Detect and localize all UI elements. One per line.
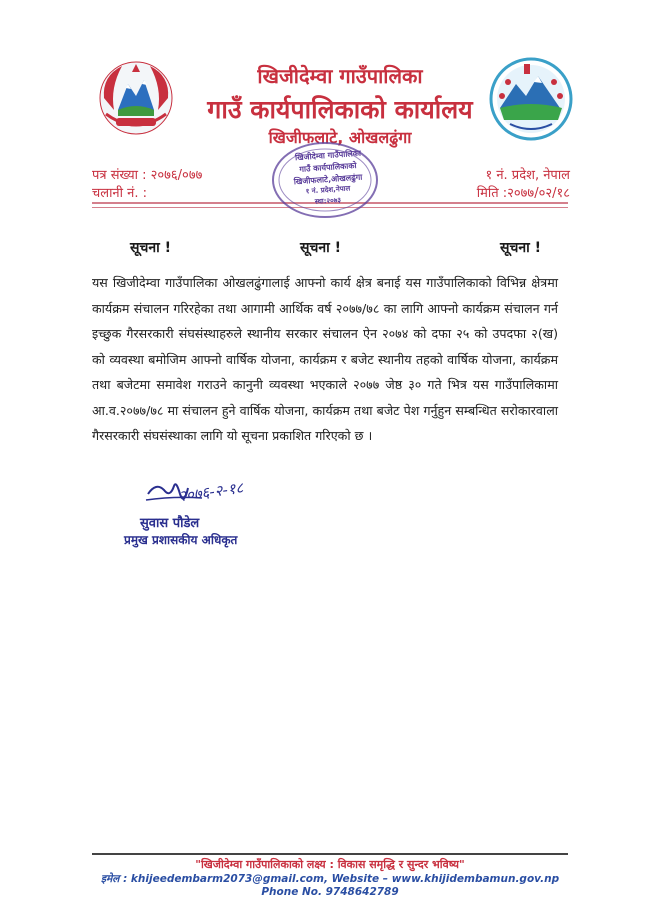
footer-phone: Phone No. 9748642789 xyxy=(261,886,399,898)
official-stamp xyxy=(270,140,380,220)
letter-number: पत्र संख्या : २०७६/०७७ xyxy=(92,168,203,183)
notice-body: यस खिजीदेम्वा गाउँपालिका ओखलढुंगालाई आफ्नो कार्य क्षेत्र बनाई यस गाउँपालिकाको विभिन्न क्षेत्रमा कार्यक्रम संचालन गरिरहेका तथा आगामी आर्थिक वर्ष २०७७/७८ का लागि आफ्नो कार्यक्रम संचालन गर्न इच्छुक गैरसरकारी संघसंस्थाहरुले स्थानीय सरकार संचालन ऐन २०७४ को दफा २५ को उपदफा २(ख) को व्यवस्था बमोजिम आफ्नो वार्षिक योजना, कार्यक्रम र बजेट स्थानीय तहको वार्षिक योजना, कार्यक्रम तथा बजेटमा समावेश गराउने कानुनी व्यवस्था भएकाले २०७७ जेष्ठ ३० गते भित्र यस गाउँपालिकामा आ.व.२०७७/७८ मा संचालन हुने वार्षिक योजना, कार्यक्रम तथा बजेट पेश गर्नुहुन सम्बन्धित सरोकारवाला गैरसरकारी संघसंस्थाका लागि यो सूचना प्रकाशित गरिएको छ । xyxy=(92,275,558,443)
footer-motto: "खिजीदेम्वा गाउँपालिकाको लक्ष्य : विकास समृद्धि र सुन्दर भविष्य" xyxy=(195,858,465,871)
dispatch-number: चलानी नं. : xyxy=(92,186,148,201)
footer-contact: इमेल : khijeedembarm2073@gmail.com, Website – www.khijidembamun.gov.np xyxy=(100,873,560,885)
province-label: १ नं. प्रदेश, नेपाल xyxy=(485,168,570,183)
stamp-line-4: १ नं. प्रदेश,नेपाल xyxy=(305,184,351,196)
signature-scrawl xyxy=(144,476,272,516)
notice-heading-left: सूचना ! xyxy=(130,240,172,256)
signatory-title: प्रमुख प्रशासकीय अधिकृत xyxy=(124,533,238,547)
letter-date: मिति :२०७७/०२/१८ xyxy=(476,186,570,201)
notice-heading-center: सूचना ! xyxy=(300,240,342,256)
office-title: गाउँ कार्यपालिकाको कार्यालय xyxy=(207,95,473,124)
stamp-line-3: खिजीफलाटे,ओखलढुंगा xyxy=(293,172,363,187)
stamp-line-1: खिजीदेम्वा गाउँपालिका xyxy=(294,148,362,163)
stamp-line-2: गाउँ कार्यपालिकाको xyxy=(299,161,357,174)
office-address: खिजीफलाटे, ओखलढुंगा xyxy=(268,128,412,147)
signature-date: २०७६-२-१८ xyxy=(177,478,245,506)
signatory-name: सुवास पौडेल xyxy=(140,516,200,531)
municipality-name: खिजीदेम्वा गाउँपालिका xyxy=(257,64,423,88)
footer-divider xyxy=(92,853,568,855)
notice-heading-right: सूचना ! xyxy=(500,240,542,256)
stamp-line-5: स्था:२०७३ xyxy=(314,196,342,206)
